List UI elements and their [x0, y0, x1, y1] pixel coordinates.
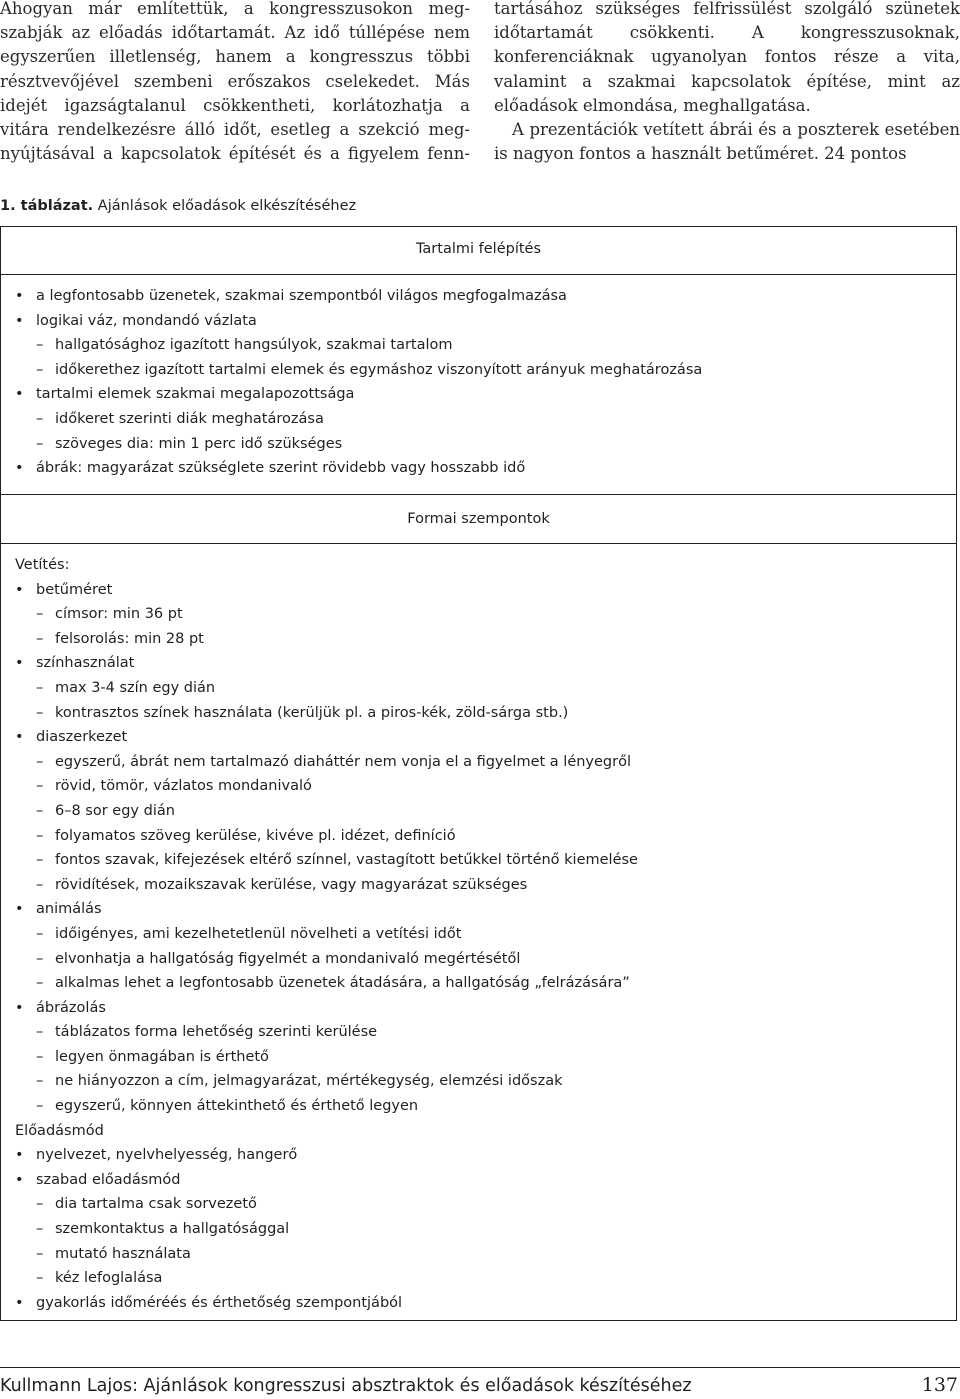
list-item: – szemkontaktus a hallgatósággal: [15, 1217, 638, 1242]
footer-rule: [0, 1367, 960, 1368]
list-item: • logikai váz, mondandó vázlata: [15, 309, 702, 334]
list-item: – alkalmas lehet a legfontosabb üzenetek átadására, a hallgatóság „felrázására”: [15, 971, 638, 996]
list-item: • nyelvezet, nyelvhelyesség, hangerő: [15, 1143, 638, 1168]
content-list: [15, 284, 702, 481]
right-paragraph-2: A prezentációk vetített ábrái és a poszterek esetében is nagyon fontos a használt betűméret. 24 pontos: [494, 120, 960, 164]
list-item: – egyszerű, ábrát nem tartalmazó diaháttér nem vonja el a figyelmet a lényegről: [15, 750, 638, 775]
list-subheading: Vetítés:: [15, 557, 70, 573]
list-item: • a legfontosabb üzenetek, szakmai szempontból világos megfogalmazása: [15, 284, 702, 309]
right-paragraph-1: tartásához szükséges felfrissülést szolgáló szünetek időtartamát csökkenti. A kongresszusoknak, konferenciáknak ugyanolyan fontos része a vita, valamint a szakmai kapcsolatok építése, mint az előadások elmondása, meghallgatása.: [494, 0, 960, 115]
section-heading-content: Tartalmi felépítés: [415, 241, 542, 257]
list-item: • animálás: [15, 897, 638, 922]
table-caption-number: 1. táblázat.: [0, 198, 94, 214]
left-text-line: idejét igazságtalanul csökkentheti, korlátozhatja a: [0, 95, 470, 115]
list-item: – táblázatos forma lehetőség szerinti kerülése: [15, 1020, 638, 1045]
form-list: [15, 553, 638, 1315]
left-text-line: egyszerűen illetlenség, hanem a kongresszus többi: [0, 47, 470, 67]
page-number: 137: [921, 1374, 958, 1396]
list-item: – felsorolás: min 28 pt: [15, 627, 638, 652]
left-text-line: nyújtásával a kapcsolatok építését és a figyelem fenn-: [0, 144, 470, 164]
list-subheading: Előadásmód: [15, 1122, 104, 1139]
list-item: • szabad előadásmód: [15, 1168, 638, 1193]
section-divider: [1, 543, 956, 544]
list-item: – szöveges dia: min 1 perc idő szükséges: [15, 432, 702, 457]
list-item: – ne hiányozzon a cím, jelmagyarázat, mértékegység, elemzési időszak: [15, 1069, 638, 1094]
list-item: – időigényes, ami kezelhetetlenül növelheti a vetítési időt: [15, 922, 638, 947]
list-item: • ábrák: magyarázat szükséglete szerint rövidebb vagy hosszabb idő: [15, 456, 702, 481]
table-section-form: [0, 494, 957, 1321]
list-item: – hallgatósághoz igazított hangsúlyok, szakmai tartalom: [15, 333, 702, 358]
table-caption-title: Ajánlások előadások elkészítéséhez: [97, 198, 357, 214]
list-item: – mutató használata: [15, 1242, 638, 1267]
list-item: – kéz lefoglalása: [15, 1266, 638, 1291]
list-item: – kontrasztos színek használata (kerüljük pl. a piros-kék, zöld-sárga stb.): [15, 701, 638, 726]
left-text-line: vitára rendelkezésre álló időt, esetleg a szekció meg-: [0, 120, 470, 140]
right-text-column: [494, 0, 960, 166]
list-item: – fontos szavak, kifejezések eltérő színnel, vastagított betűkkel történő kiemelése: [15, 848, 638, 873]
list-item: – elvonhatja a hallgatóság figyelmét a mondanivaló megértésétől: [15, 947, 638, 972]
table-caption: [0, 198, 356, 214]
list-item: – időkeret szerinti diák meghatározása: [15, 407, 702, 432]
list-item: • diaszerkezet: [15, 725, 638, 750]
list-item: – rövidítések, mozaikszavak kerülése, vagy magyarázat szükséges: [15, 873, 638, 898]
section-divider: [1, 274, 956, 275]
left-text-line: Ahogyan már említettük, a kongresszusokon meg-: [0, 0, 470, 18]
list-item: – 6–8 sor egy dián: [15, 799, 638, 824]
section-heading-form: Formai szempontok: [407, 511, 550, 527]
left-text-line: résztvevőjével szembeni erőszakos cselekedet. Más: [0, 71, 470, 91]
list-item: • színhasználat: [15, 651, 638, 676]
left-text-column: [0, 0, 470, 166]
running-title: Kullmann Lajos: Ajánlások kongresszusi absztraktok és előadások készítéséhez: [0, 1376, 692, 1396]
list-item: – folyamatos szöveg kerülése, kivéve pl. idézet, definíció: [15, 824, 638, 849]
list-item: • ábrázolás: [15, 996, 638, 1021]
list-item: – dia tartalma csak sorvezető: [15, 1192, 638, 1217]
list-item: – címsor: min 36 pt: [15, 602, 638, 627]
list-item: – egyszerű, könnyen áttekinthető és érthető legyen: [15, 1094, 638, 1119]
list-item: – időkerethez igazított tartalmi elemek és egymáshoz viszonyított arányuk meghatározása: [15, 358, 702, 383]
left-text-line: szabják az előadás időtartamát. Az idő túllépése nem: [0, 23, 470, 43]
table-section-content: [0, 226, 957, 495]
list-item: • betűméret: [15, 578, 638, 603]
list-item: – max 3-4 szín egy dián: [15, 676, 638, 701]
list-item: – legyen önmagában is érthető: [15, 1045, 638, 1070]
list-item: – rövid, tömör, vázlatos mondanivaló: [15, 774, 638, 799]
list-item: • tartalmi elemek szakmai megalapozottsága: [15, 382, 702, 407]
list-item: • gyakorlás időméréés és érthetőség szempontjából: [15, 1291, 638, 1316]
